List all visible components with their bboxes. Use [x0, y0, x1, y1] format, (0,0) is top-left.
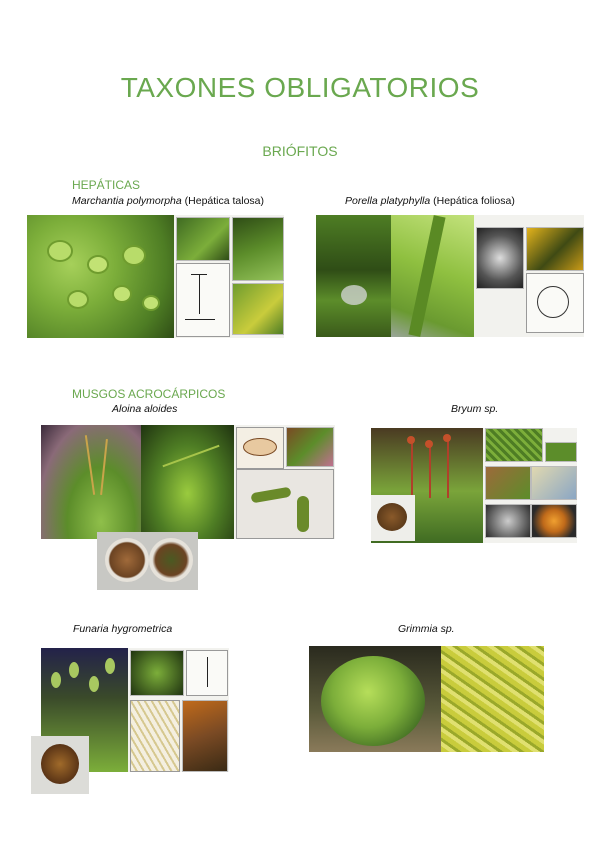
marchantia-reference-sheet	[174, 215, 284, 338]
species-name: Porella platyphylla	[345, 195, 431, 207]
species-name: Marchantia polymorpha	[72, 195, 182, 207]
species-label-porella	[345, 195, 515, 207]
species-name: Bryum sp.	[451, 403, 499, 415]
porella-collage	[316, 215, 584, 337]
page-subtitle: BRIÓFITOS	[262, 143, 338, 159]
grimmia-photo-1	[309, 646, 441, 752]
species-name: Funaria hygrometrica	[73, 623, 173, 635]
porella-photo-2	[391, 215, 474, 337]
section-heading-hepaticas: HEPÁTICAS	[72, 178, 141, 192]
marchantia-collage	[27, 215, 284, 338]
aloina-collage	[41, 425, 335, 539]
species-label-aloina	[112, 403, 177, 415]
porella-photo-1	[316, 215, 391, 337]
species-name: Aloina aloides	[112, 403, 178, 415]
aloina-photo-1	[41, 425, 141, 539]
section-heading-musgos: MUSGOS ACROCÁRPICOS	[72, 387, 226, 401]
marchantia-photo	[27, 215, 174, 338]
funaria-sample-photo	[31, 736, 89, 794]
species-note: (Hepática talosa)	[181, 195, 265, 207]
porella-reference-sheet	[474, 215, 584, 337]
bryum-reference-sheet	[483, 428, 577, 543]
page-title: TAXONES OBLIGATORIOS	[120, 72, 480, 103]
funaria-reference-sheet	[128, 648, 229, 772]
bryum-sample-photo	[371, 495, 415, 541]
species-name: Grimmia sp.	[398, 623, 455, 635]
species-label-grimmia	[398, 623, 455, 635]
species-label-marchantia	[72, 195, 264, 207]
species-label-bryum	[451, 403, 498, 415]
species-note: (Hepática foliosa)	[430, 195, 515, 207]
aloina-reference-sheet	[234, 425, 335, 539]
grimmia-photo-2	[441, 646, 544, 752]
species-label-funaria	[73, 623, 172, 635]
aloina-samples-photo	[97, 532, 198, 590]
aloina-photo-2	[141, 425, 234, 539]
grimmia-collage	[309, 646, 544, 752]
